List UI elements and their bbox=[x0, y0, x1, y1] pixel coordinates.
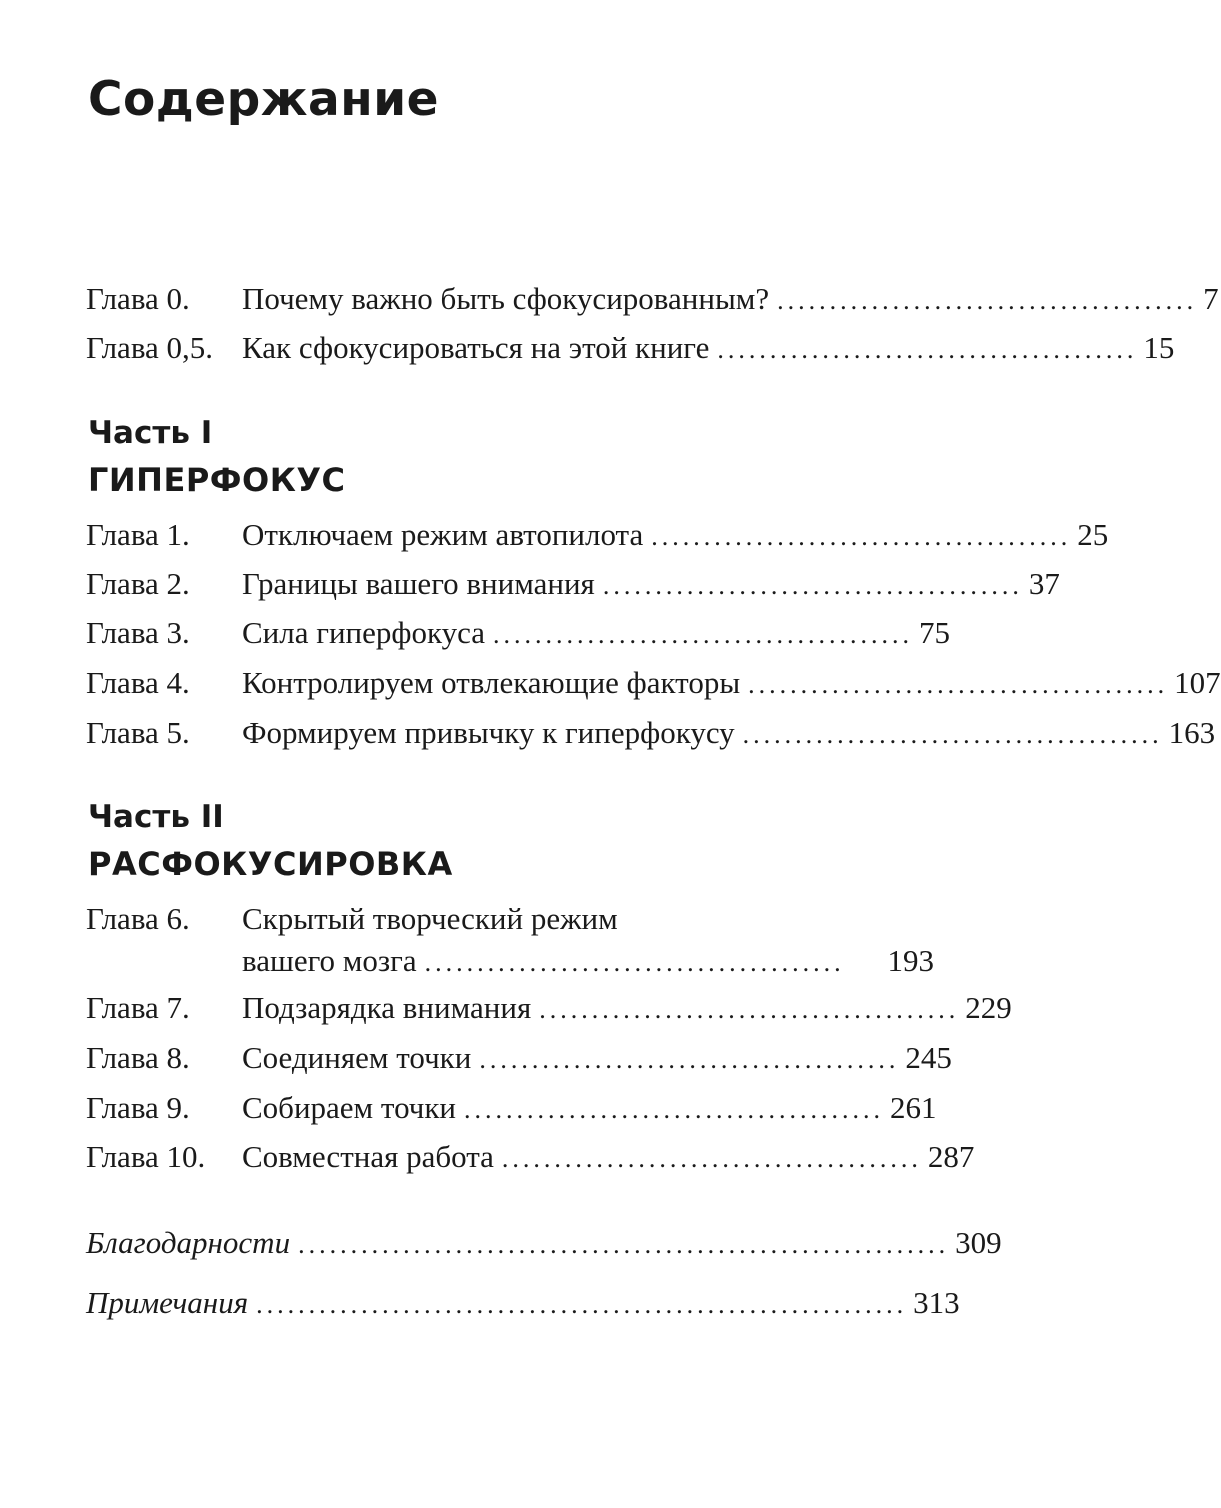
toc-entry-chapter-0[interactable] bbox=[86, 276, 1219, 322]
chapter-title: Собираем точки bbox=[242, 1090, 457, 1125]
chapter-title: Соединяем точки bbox=[242, 1040, 472, 1075]
dot-leader: ........................................ bbox=[742, 720, 1163, 749]
toc-entry-notes[interactable] bbox=[86, 1280, 960, 1326]
chapter-title: Границы вашего внимания bbox=[242, 566, 595, 601]
dot-leader: .............................................................. bbox=[256, 1290, 908, 1319]
dot-leader: ........................................ bbox=[602, 571, 1023, 600]
page-number: 287 bbox=[927, 1139, 975, 1174]
back-matter-title: Благодарности bbox=[86, 1225, 291, 1260]
chapter-title: Сила гиперфокуса bbox=[242, 615, 486, 650]
dot-leader: ........................................ bbox=[424, 948, 845, 977]
page-number: 229 bbox=[965, 990, 1012, 1025]
page-number: 75 bbox=[919, 615, 951, 650]
dot-leader: ........................................ bbox=[539, 995, 960, 1024]
chapter-title: Контролируем отвлекающие факторы bbox=[242, 665, 741, 700]
part-1-name: ГИПЕРФОКУС bbox=[88, 461, 346, 499]
dot-leader: ........................................ bbox=[479, 1045, 900, 1074]
dot-leader: .............................................................. bbox=[298, 1230, 950, 1259]
chapter-number: Глава 0. bbox=[86, 281, 190, 316]
dot-leader: ........................................ bbox=[501, 1144, 922, 1173]
toc-entry-chapter-9[interactable] bbox=[86, 1085, 937, 1131]
dot-leader: ........................................ bbox=[748, 670, 1169, 699]
chapter-title-line-2: вашего мозга bbox=[242, 943, 417, 978]
toc-entry-chapter-4[interactable] bbox=[86, 660, 1221, 706]
page-number: 15 bbox=[1143, 330, 1175, 365]
chapter-title: Подзарядка внимания bbox=[242, 990, 532, 1025]
chapter-title-line-1: Скрытый творческий режим bbox=[242, 901, 618, 936]
toc-entry-chapter-8[interactable] bbox=[86, 1035, 952, 1081]
chapter-title: Отключаем режим автопилота bbox=[242, 517, 644, 552]
toc-entry-chapter-7[interactable] bbox=[86, 985, 1012, 1031]
chapter-number: Глава 1. bbox=[86, 517, 190, 552]
toc-entry-chapter-2[interactable] bbox=[86, 561, 1060, 607]
page-number: 25 bbox=[1077, 517, 1109, 552]
dot-leader: ........................................ bbox=[651, 522, 1072, 551]
chapter-title: Совместная работа bbox=[242, 1139, 494, 1174]
page-number: 245 bbox=[905, 1040, 952, 1075]
dot-leader: ........................................ bbox=[777, 286, 1198, 315]
chapter-number: Глава 2. bbox=[86, 566, 190, 601]
page-number: 37 bbox=[1028, 566, 1060, 601]
toc-entry-chapter-3[interactable] bbox=[86, 610, 951, 656]
chapter-number: Глава 7. bbox=[86, 990, 190, 1025]
page-number: 193 bbox=[887, 943, 934, 978]
page-number: 163 bbox=[1168, 715, 1216, 750]
part-1-label: Часть I bbox=[88, 415, 213, 451]
chapter-number: Глава 4. bbox=[86, 665, 190, 700]
toc-entry-chapter-5[interactable] bbox=[86, 710, 1216, 756]
chapter-title: Формируем привычку к гиперфокусу bbox=[242, 715, 735, 750]
chapter-number: Глава 0,5. bbox=[86, 330, 214, 365]
part-2-name: РАСФОКУСИРОВКА bbox=[88, 845, 453, 883]
page-number: 261 bbox=[890, 1090, 937, 1125]
chapter-number: Глава 6. bbox=[86, 901, 190, 936]
dot-leader: ........................................ bbox=[717, 335, 1138, 364]
page-number: 309 bbox=[955, 1225, 1002, 1260]
page-title: Содержание bbox=[88, 72, 440, 127]
chapter-number: Глава 10. bbox=[86, 1139, 206, 1174]
page-number: 107 bbox=[1174, 665, 1221, 700]
toc-entry-chapter-10[interactable] bbox=[86, 1134, 975, 1180]
toc-entry-chapter-1[interactable] bbox=[86, 512, 1109, 558]
toc-entry-acknowledgements[interactable] bbox=[86, 1220, 1002, 1266]
chapter-title: Как сфокусироваться на этой книге bbox=[242, 330, 710, 365]
part-2-label: Часть II bbox=[88, 799, 224, 835]
toc-entry-chapter-6-line-1[interactable] bbox=[86, 896, 618, 942]
toc-entry-chapter-0-5[interactable] bbox=[86, 325, 1175, 371]
toc-entry-chapter-6[interactable] bbox=[86, 938, 934, 984]
chapter-number: Глава 5. bbox=[86, 715, 190, 750]
dot-leader: ........................................ bbox=[493, 620, 914, 649]
dot-leader: ........................................ bbox=[464, 1095, 885, 1124]
chapter-number: Глава 8. bbox=[86, 1040, 190, 1075]
chapter-number: Глава 9. bbox=[86, 1090, 190, 1125]
chapter-number: Глава 3. bbox=[86, 615, 190, 650]
chapter-title: Почему важно быть сфокусированным? bbox=[242, 281, 770, 316]
page-number: 313 bbox=[913, 1285, 960, 1320]
page-number: 7 bbox=[1203, 281, 1219, 316]
back-matter-title: Примечания bbox=[86, 1285, 249, 1320]
